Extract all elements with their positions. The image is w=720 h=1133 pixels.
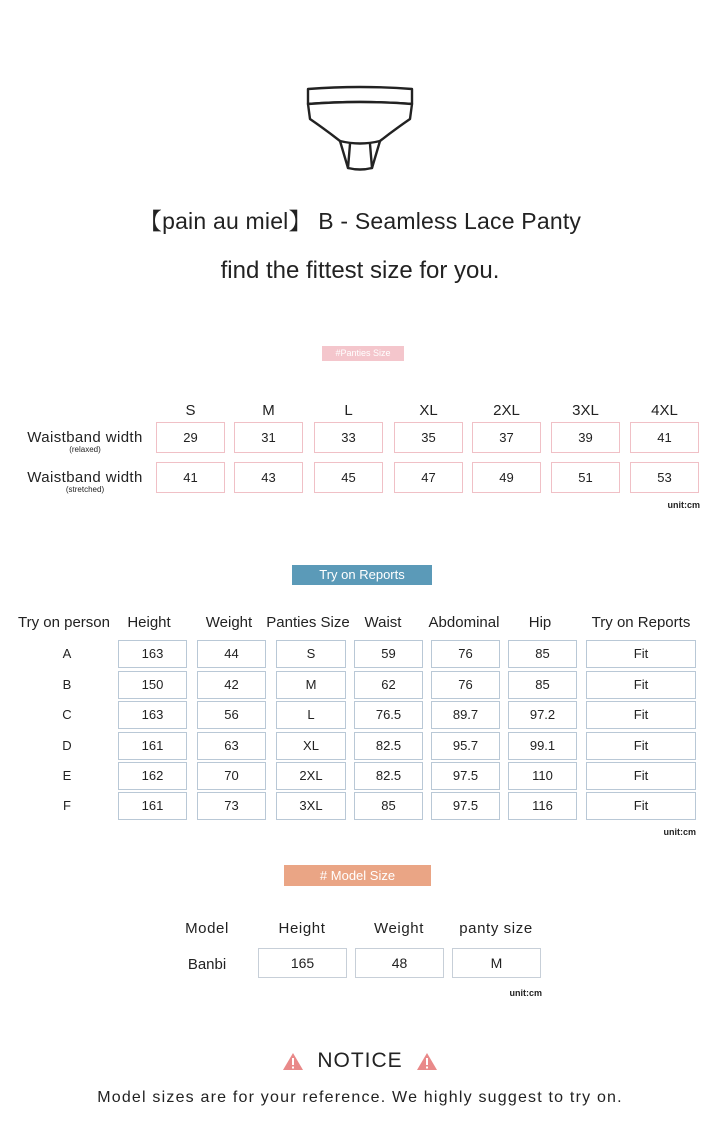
report-cell: 85 bbox=[508, 671, 577, 699]
report-cell: 76 bbox=[431, 640, 500, 668]
report-cell: L bbox=[276, 701, 346, 729]
report-cell: 161 bbox=[118, 732, 187, 760]
size-header: M bbox=[262, 402, 275, 419]
report-cell: Fit bbox=[586, 671, 696, 699]
size-cell: 41 bbox=[156, 462, 225, 493]
report-cell: 116 bbox=[508, 792, 577, 820]
size-cell: 41 bbox=[630, 422, 699, 453]
report-cell: Fit bbox=[586, 762, 696, 790]
size-header: 3XL bbox=[572, 402, 599, 419]
column-header: Try on Reports bbox=[591, 614, 691, 631]
column-header: Waist bbox=[364, 614, 402, 631]
report-cell: 162 bbox=[118, 762, 187, 790]
page-title: 【pain au miel】 B - Seamless Lace Panty bbox=[138, 208, 582, 234]
column-header: Try on person bbox=[18, 614, 110, 631]
model-size-badge: # Model Size bbox=[284, 865, 431, 886]
report-cell: S bbox=[276, 640, 346, 668]
person-label: B bbox=[62, 677, 72, 692]
row-sublabel: (stretched) bbox=[65, 485, 105, 494]
report-cell: 76 bbox=[431, 671, 500, 699]
person-label: A bbox=[62, 646, 72, 661]
report-cell: 95.7 bbox=[431, 732, 500, 760]
size-cell: 37 bbox=[472, 422, 541, 453]
notice-title-row bbox=[0, 1049, 720, 1073]
size-cell: 45 bbox=[314, 462, 383, 493]
size-cell: 43 bbox=[234, 462, 303, 493]
report-cell: 85 bbox=[508, 640, 577, 668]
column-header: Panties Size bbox=[266, 614, 350, 631]
size-cell: 47 bbox=[394, 462, 463, 493]
model-column-header: Weight bbox=[373, 920, 424, 937]
person-label: C bbox=[62, 707, 72, 722]
column-header: Height bbox=[127, 614, 171, 631]
report-cell: Fit bbox=[586, 640, 696, 668]
try-on-unit: unit:cm bbox=[663, 827, 696, 837]
model-column-header: Model bbox=[185, 920, 229, 937]
model-column-header: Height bbox=[278, 920, 326, 937]
report-cell: 97.5 bbox=[431, 762, 500, 790]
size-header: L bbox=[344, 402, 353, 419]
size-header: 4XL bbox=[651, 402, 678, 419]
report-cell: 161 bbox=[118, 792, 187, 820]
person-label: F bbox=[63, 798, 71, 813]
report-cell: 42 bbox=[197, 671, 266, 699]
size-cell: 39 bbox=[551, 422, 620, 453]
report-cell: M bbox=[276, 671, 346, 699]
report-cell: Fit bbox=[586, 701, 696, 729]
panty-icon bbox=[300, 84, 420, 174]
report-cell: 70 bbox=[197, 762, 266, 790]
model-cell: M bbox=[452, 948, 541, 978]
size-cell: 33 bbox=[314, 422, 383, 453]
report-cell: 63 bbox=[197, 732, 266, 760]
size-cell: 35 bbox=[394, 422, 463, 453]
warning-icon bbox=[416, 1052, 438, 1071]
try-on-badge: Try on Reports bbox=[292, 565, 432, 585]
report-cell: 82.5 bbox=[354, 732, 423, 760]
model-cell: 48 bbox=[355, 948, 444, 978]
panties-size-unit: unit:cm bbox=[667, 500, 700, 510]
size-cell: 31 bbox=[234, 422, 303, 453]
report-cell: 44 bbox=[197, 640, 266, 668]
row-sublabel: (relaxed) bbox=[69, 445, 101, 454]
report-cell: 110 bbox=[508, 762, 577, 790]
report-cell: 163 bbox=[118, 701, 187, 729]
model-name: Banbi bbox=[187, 956, 227, 973]
notice-text: Model sizes are for your reference. We highly suggest to try on. bbox=[97, 1089, 623, 1106]
report-cell: 2XL bbox=[276, 762, 346, 790]
size-header: S bbox=[185, 402, 196, 419]
report-cell: Fit bbox=[586, 792, 696, 820]
report-cell: 82.5 bbox=[354, 762, 423, 790]
report-cell: 76.5 bbox=[354, 701, 423, 729]
size-header: 2XL bbox=[493, 402, 520, 419]
report-cell: 73 bbox=[197, 792, 266, 820]
report-cell: 150 bbox=[118, 671, 187, 699]
model-size-unit: unit:cm bbox=[509, 988, 542, 998]
column-header: Weight bbox=[205, 614, 253, 631]
report-cell: 59 bbox=[354, 640, 423, 668]
model-cell: 165 bbox=[258, 948, 347, 978]
report-cell: 85 bbox=[354, 792, 423, 820]
warning-icon bbox=[282, 1052, 304, 1071]
report-cell: 97.5 bbox=[431, 792, 500, 820]
report-cell: XL bbox=[276, 732, 346, 760]
size-cell: 53 bbox=[630, 462, 699, 493]
size-cell: 49 bbox=[472, 462, 541, 493]
person-label: D bbox=[62, 738, 72, 753]
column-header: Abdominal bbox=[428, 614, 500, 631]
report-cell: 99.1 bbox=[508, 732, 577, 760]
report-cell: 89.7 bbox=[431, 701, 500, 729]
size-header: XL bbox=[419, 402, 438, 419]
person-label: E bbox=[62, 768, 72, 783]
size-cell: 51 bbox=[551, 462, 620, 493]
report-cell: 97.2 bbox=[508, 701, 577, 729]
row-label: Waistband width bbox=[27, 469, 143, 486]
page-subtitle: find the fittest size for you. bbox=[220, 257, 500, 284]
column-header: Hip bbox=[528, 614, 552, 631]
report-cell: 62 bbox=[354, 671, 423, 699]
model-column-header: panty size bbox=[459, 920, 533, 937]
report-cell: 163 bbox=[118, 640, 187, 668]
report-cell: 3XL bbox=[276, 792, 346, 820]
row-label: Waistband width bbox=[27, 429, 143, 446]
size-cell: 29 bbox=[156, 422, 225, 453]
report-cell: Fit bbox=[586, 732, 696, 760]
notice-title: NOTICE bbox=[317, 1049, 403, 1073]
panties-size-badge: #Panties Size bbox=[322, 346, 404, 361]
report-cell: 56 bbox=[197, 701, 266, 729]
